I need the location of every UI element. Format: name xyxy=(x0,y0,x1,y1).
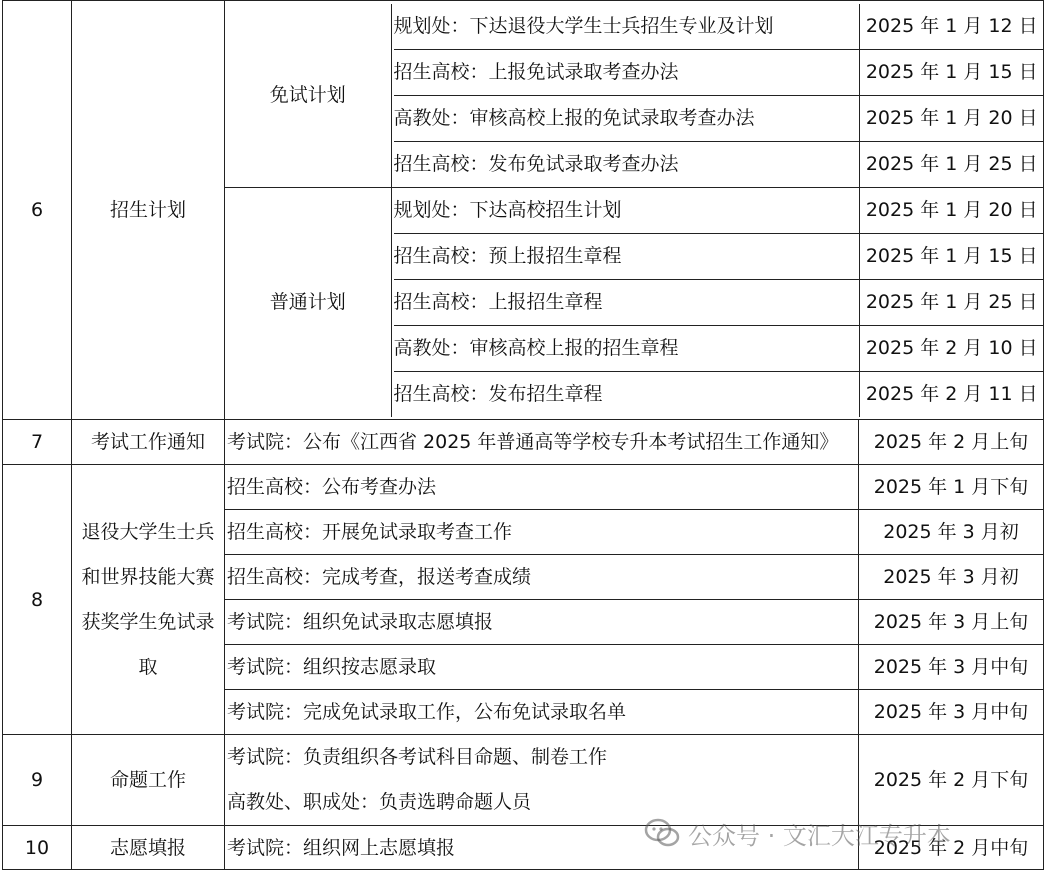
date-text: 2025 年 3 月中旬 xyxy=(859,690,1044,735)
section-6-subtable xyxy=(225,4,1044,417)
task-text: 考试院：负责组织各考试科目命题、制卷工作 xyxy=(227,746,608,768)
date-text: 2025 年 1 月 20 日 xyxy=(865,198,1038,221)
task-text: 招生高校：预上报招生章程 xyxy=(394,233,859,279)
task-text: 高教处：审核高校上报的招生章程 xyxy=(394,325,859,371)
date-text: 2025 年 1 月 20 日 xyxy=(860,95,1044,141)
date-text: 2025 年 1 月 12 日 xyxy=(865,14,1038,37)
task-text: 招生高校：开展免试录取考查工作 xyxy=(225,510,859,555)
task-text: 招生高校：发布免试录取考查办法 xyxy=(394,141,859,187)
section-item: 招生计划 xyxy=(72,1,225,420)
schedule-table xyxy=(2,0,1044,870)
task-text: 规划处：下达高校招生计划 xyxy=(393,198,622,221)
date-text: 2025 年 2 月下旬 xyxy=(859,735,1044,826)
task-text: 招生高校：上报免试录取考查办法 xyxy=(394,49,859,95)
date-text: 2025 年 1 月 15 日 xyxy=(860,49,1044,95)
section-6-row xyxy=(3,1,1044,420)
item-line: 取 xyxy=(138,655,158,678)
section-item-multiline xyxy=(72,465,225,735)
section-item: 考试工作通知 xyxy=(72,420,225,465)
date-text: 2025 年 2 月 10 日 xyxy=(860,325,1044,371)
date-text: 2025 年 3 月中旬 xyxy=(859,645,1044,690)
task-text: 招生高校：发布招生章程 xyxy=(394,371,859,417)
date-text: 2025 年 1 月 25 日 xyxy=(860,279,1044,325)
section-item: 志愿填报 xyxy=(72,826,225,870)
section-8-row xyxy=(3,465,1044,510)
task-text: 考试院：组织按志愿录取 xyxy=(225,645,859,690)
item-line: 获奖学生免试录 xyxy=(81,610,215,633)
section-number: 6 xyxy=(3,1,72,420)
date-text: 2025 年 1 月下旬 xyxy=(859,465,1044,510)
task-text: 规划处：下达退役大学生士兵招生专业及计划 xyxy=(393,14,774,37)
date-text: 2025 年 3 月上旬 xyxy=(859,600,1044,645)
task-text: 招生高校：上报招生章程 xyxy=(394,279,859,325)
section-item: 命题工作 xyxy=(72,735,225,826)
task-text: 考试院：组织免试录取志愿填报 xyxy=(225,600,859,645)
watermark-text: 公众号 · 文汇大江专升本 xyxy=(688,821,951,850)
section-9-row xyxy=(3,735,1044,826)
plan-group-label: 免试计划 xyxy=(225,4,391,188)
item-line: 和世界技能大赛 xyxy=(81,565,215,588)
task-text: 招生高校：公布考查办法 xyxy=(225,465,859,510)
section-number: 7 xyxy=(3,420,72,465)
date-text: 2025 年 1 月 15 日 xyxy=(860,233,1044,279)
section-number: 10 xyxy=(3,826,72,870)
date-text: 2025 年 1 月 25 日 xyxy=(860,141,1044,187)
plan-group-label: 普通计划 xyxy=(225,187,391,417)
task-text: 考试院：公布《江西省 2025 年普通高等学校专升本考试招生工作通知》 xyxy=(225,420,859,465)
date-text: 2025 年 2 月上旬 xyxy=(859,420,1044,465)
item-line: 退役大学生士兵 xyxy=(81,520,215,543)
date-text: 2025 年 3 月初 xyxy=(859,510,1044,555)
date-text: 2025 年 2 月 11 日 xyxy=(860,371,1044,417)
task-text: 高教处：审核高校上报的免试录取考查办法 xyxy=(394,95,859,141)
task-text: 考试院：组织网上志愿填报 xyxy=(225,826,859,870)
task-text: 高教处、职成处：负责选聘命题人员 xyxy=(227,791,532,813)
watermark xyxy=(644,816,951,850)
task-text: 招生高校：完成考查，报送考查成绩 xyxy=(225,555,859,600)
section-number: 8 xyxy=(3,465,72,735)
task-text: 考试院：完成免试录取工作，公布免试录取名单 xyxy=(225,690,859,735)
section-7-row xyxy=(3,420,1044,465)
wechat-icon xyxy=(644,818,680,848)
date-text: 2025 年 3 月初 xyxy=(859,555,1044,600)
date-text: 2025 年 2 月中旬 xyxy=(859,826,1044,870)
section-number: 9 xyxy=(3,735,72,826)
